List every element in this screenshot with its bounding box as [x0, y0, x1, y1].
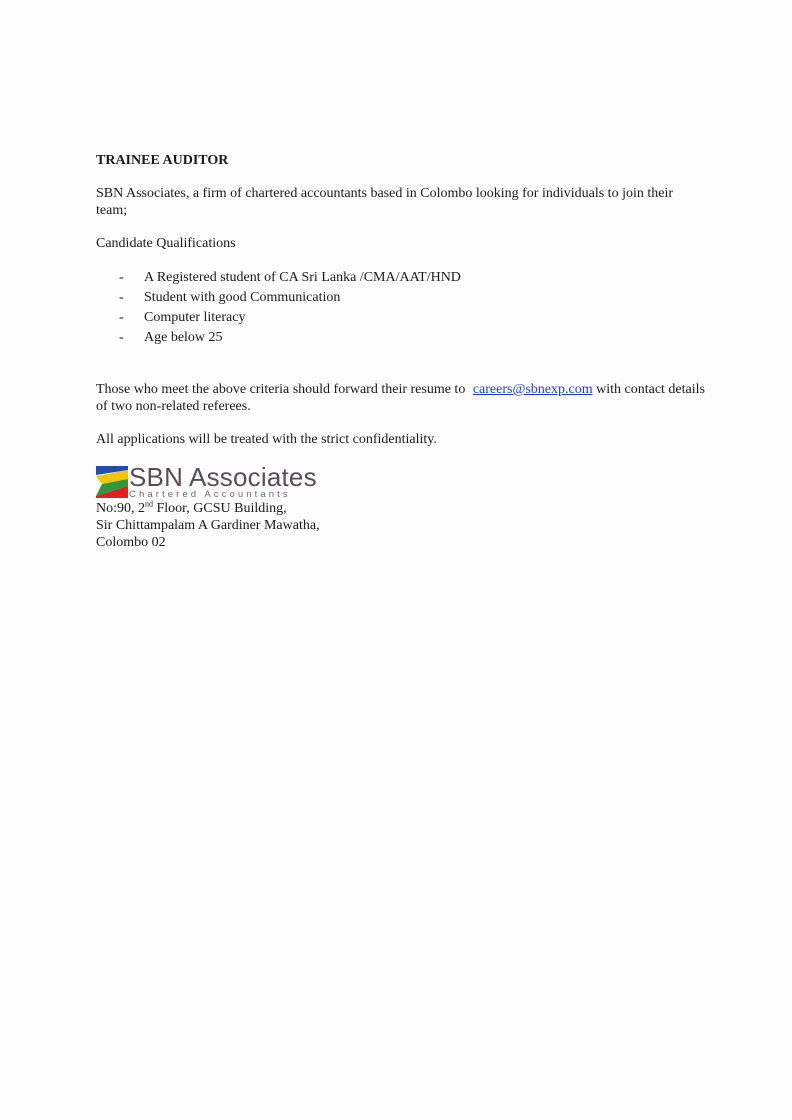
company-logo [96, 464, 706, 500]
list-item [119, 268, 706, 288]
company-tagline: Chartered Accountants [129, 489, 291, 500]
address-line-3: Colombo 02 [96, 535, 166, 550]
apply-text-before: Those who meet the above criteria should forward their resume to [96, 382, 466, 397]
address-line-2: Sir Chittampalam A Gardiner Mawatha, [96, 518, 320, 533]
qualification-text: Age below 25 [144, 330, 223, 345]
address-line-1-sup: nd [145, 499, 153, 509]
intro-paragraph: SBN Associates, a firm of chartered accountants based in Colombo looking for individuals to join their team; [96, 186, 674, 218]
qualification-text: A Registered student of CA Sri Lanka /CMA/AAT/HND [144, 270, 461, 285]
logo-wordmark [129, 464, 317, 500]
confidentiality-note: All applications will be treated with the strict confidentiality. [96, 432, 437, 447]
company-address [96, 500, 706, 551]
apply-text-after: with contact details of two non-related referees. [96, 382, 705, 414]
bullet-dash: - [119, 270, 124, 285]
qualifications-heading: Candidate Qualifications [96, 236, 236, 251]
company-name: SBN Associates [129, 462, 317, 492]
bullet-dash: - [119, 310, 124, 325]
qualification-text: Computer literacy [144, 310, 246, 325]
address-line-1-prefix: No:90, 2 [96, 501, 145, 516]
job-title: TRAINEE AUDITOR [96, 153, 229, 168]
list-item [119, 328, 706, 348]
sbn-logo-icon [96, 466, 128, 498]
apply-paragraph [96, 381, 706, 415]
list-item [119, 308, 706, 328]
address-line-1-suffix: Floor, GCSU Building, [153, 501, 287, 516]
bullet-dash: - [119, 290, 124, 305]
job-posting [96, 152, 706, 551]
bullet-dash: - [119, 330, 124, 345]
qualifications-list [96, 268, 706, 348]
email-link[interactable]: careers@sbnexp.com [472, 382, 593, 397]
list-item [119, 288, 706, 308]
qualification-text: Student with good Communication [144, 290, 341, 305]
address-line-1 [96, 500, 706, 517]
